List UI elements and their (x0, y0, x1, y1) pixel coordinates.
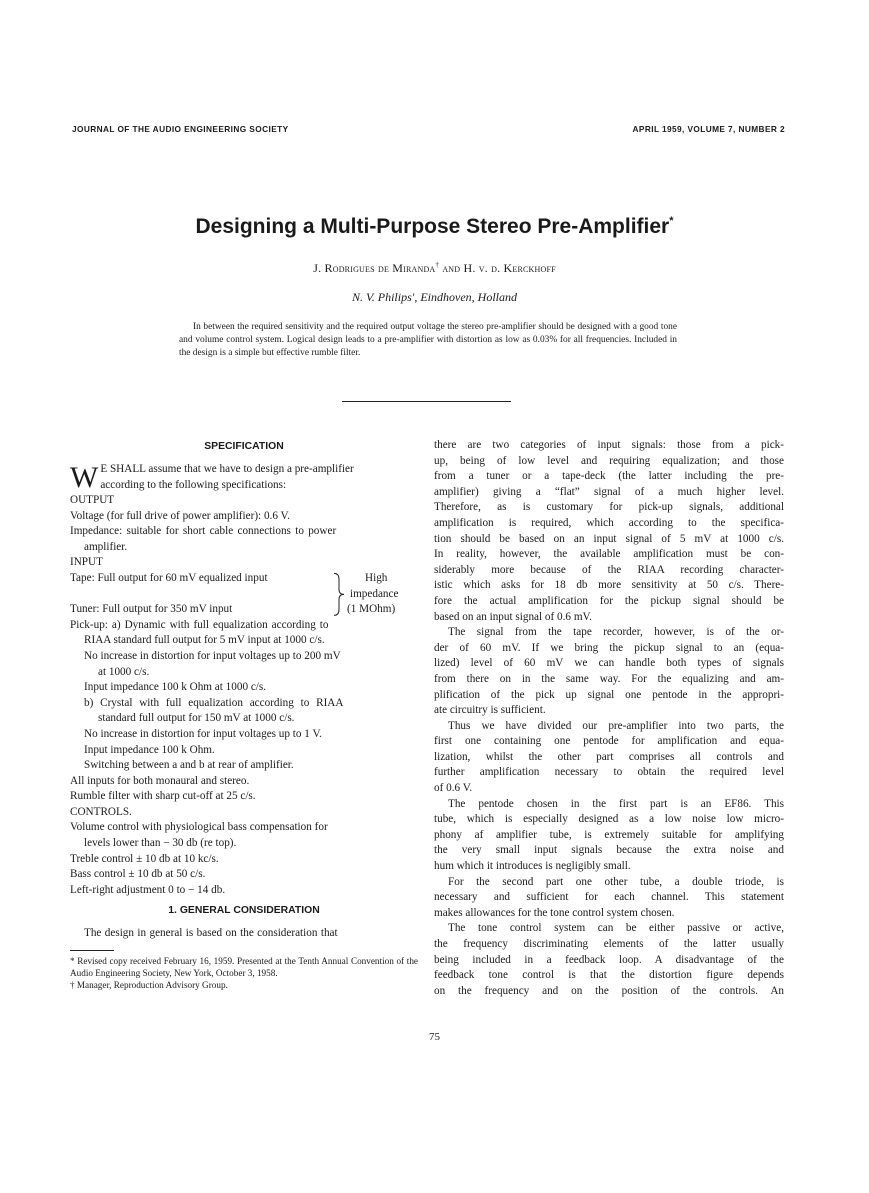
brace-high: High (365, 571, 388, 584)
right-column-line: hum which it introduces is negligibly small. (434, 860, 631, 873)
spec-pickup-a-1: Pick-up: a) Dynamic with full equalization according to (70, 618, 329, 631)
right-column-line: plification of the pick up signal one pentode in the appropri- (434, 688, 784, 701)
spec-tape: Tape: Full output for 60 mV equalized input (70, 571, 268, 584)
general-consideration-heading: 1. GENERAL CONSIDERATION (168, 905, 320, 917)
authors-and: and (439, 261, 464, 275)
spec-pickup-a-3: No increase in distortion for input voltages up to 200 mV (84, 649, 341, 662)
article-title (0, 215, 869, 239)
right-column-line: there are two categories of input signals: those from a pick- (434, 439, 784, 451)
output-heading: OUTPUT (70, 494, 115, 506)
spec-voltage: Voltage (for full drive of power amplifier): 0.6 V. (70, 509, 290, 522)
author-1-mark: † (435, 261, 440, 269)
input-heading: INPUT (70, 556, 103, 569)
spec-impedance-line-1 (70, 524, 418, 540)
authors (0, 261, 869, 276)
spec-pickup-a-4: at 1000 c/s. (98, 665, 150, 678)
section-divider (342, 401, 511, 402)
footnote-revised: * Revised copy received February 16, 1959. Presented at the Tenth Annual Convention of the Audio Engineering Society, New York, October 3, 1958. (70, 956, 418, 979)
journal-name: JOURNAL OF THE AUDIO ENGINEERING SOCIETY (72, 124, 289, 134)
author-1: J. Rodrigues de Miranda (313, 261, 436, 275)
curly-brace-icon (332, 571, 346, 618)
right-column-line: up, being of low level and requiring equalization; and those (434, 454, 784, 467)
spec-tuner: Tuner: Full output for 350 mV input (70, 603, 233, 616)
spec-pickup-b-1: b) Crystal with full equalization according to RIAA (84, 696, 344, 709)
right-column-line: istic which asks for 18 db more sensitivity at 50 c/s. There- (434, 579, 784, 592)
spec-pickup-a-5: Input impedance 100 k Ohm at 1000 c/s. (84, 681, 267, 694)
right-column (434, 438, 784, 999)
right-column-line: amplifier) giving a “flat” signal of a much higher level. (434, 485, 784, 498)
affiliation: N. V. Philips', Eindhoven, Holland (351, 290, 517, 304)
spec-volume-2: levels lower than − 30 db (re top). (84, 837, 237, 850)
issue-info: APRIL 1959, VOLUME 7, NUMBER 2 (632, 124, 785, 134)
spec-bass: Bass control ± 10 db at 50 c/s. (70, 868, 206, 881)
spec-impedance-line-2: amplifier. (84, 540, 128, 553)
right-column-line: from a tuner or a tape-deck (the latter including the pre- (434, 470, 784, 483)
author-2: H. v. d. Kerckhoff (463, 261, 556, 275)
right-column-line: from there on in the same way. For the equalizing and am- (434, 672, 784, 685)
abstract: In between the required sensitivity and the required output voltage the stereo pre-amplifier should be designed with a good tone and volume control system. Logical design leads to a pre-amplifier with distortion as low as 0.03% for all frequencies. Included in the design is a simple but effective rumble filter. (179, 322, 677, 358)
right-column-line: lization, whilst the other part comprises all controls and (434, 750, 784, 763)
right-column-line: necessary and sufficient for each channel. This statement (434, 891, 784, 904)
intro-paragraph (70, 462, 418, 493)
general-line-1: The design in general is based on the consideration that (84, 927, 338, 940)
right-column-line: the frequency discriminating elements of the latter usually (434, 938, 784, 950)
right-column-line: der of 60 mV. If we bring the pickup signal to an (equa- (434, 641, 784, 654)
specification-heading: SPECIFICATION (204, 441, 284, 452)
right-column-line: of 0.6 V. (434, 782, 473, 795)
right-column-line: In reality, however, the available amplification must be con- (434, 548, 784, 561)
right-column-line: Thus we have divided our pre-amplifier into two parts, the (448, 719, 784, 732)
intro-line-1: E SHALL assume that we have to design a pre-amplifier (100, 463, 354, 475)
right-column-line: tube, which is especially designed as a low noise low micro- (434, 813, 784, 826)
right-column-line: first one containing one pentode for amplification and equa- (434, 735, 784, 748)
brace-impedance: impedance (350, 587, 399, 600)
spec-volume-1: Volume control with physiological bass compensation for (70, 821, 328, 834)
spec-leftright: Left-right adjustment 0 to − 14 db. (70, 883, 226, 896)
tape-tuner-block (70, 571, 418, 618)
spec-pickup-a-2: RIAA standard full output for 5 mV input at 1000 c/s. (84, 634, 325, 647)
spec-pickup-b-3: No increase in distortion for input voltages up to 1 V. (84, 727, 322, 740)
right-column-line: makes allowances for the tone control system chosen. (434, 906, 675, 919)
spec-rumble: Rumble filter with sharp cut-off at 25 c/s. (70, 790, 256, 803)
right-column-line: being included in a feedback loop. A disadvantage of the (434, 953, 784, 966)
right-column-line: based on an input signal of 0.6 mV. (434, 610, 592, 623)
spec-impedance-text: Impedance: suitable for short cable connections to power (70, 525, 337, 538)
right-column-line: The pentode chosen in the first part is an EF86. This (448, 797, 784, 810)
spec-treble: Treble control ± 10 db at 10 kc/s. (70, 852, 219, 865)
drop-cap: W (70, 461, 99, 494)
right-column-line: the very small input signals because the extra noise and (434, 844, 784, 857)
spec-switching: Switching between a and b at rear of amplifier. (84, 759, 294, 772)
left-column (70, 438, 418, 991)
right-column-line: lized) level of 60 mV we can handle both types of signals (434, 657, 784, 670)
right-column-line: The tone control system can be either passive or active, (448, 922, 784, 935)
title-footnote-mark: * (669, 215, 674, 227)
right-column-line: on the frequency and on the position of the controls. An (434, 984, 784, 997)
right-column-line: siderably more because of the RIAA recording character- (434, 563, 784, 576)
spec-pickup-b-4: Input impedance 100 k Ohm. (84, 743, 215, 756)
intro-line-2: according to the following specifications: (100, 478, 287, 491)
right-column-line: The signal from the tape recorder, however, is of the or- (448, 626, 784, 639)
article-title-text: Designing a Multi-Purpose Stereo Pre-Amplifier (195, 215, 670, 238)
right-column-line: further amplification necessary to obtain the required level (434, 766, 784, 779)
right-column-line: amplification is required, which according to the specifica- (434, 516, 784, 529)
footnote-manager: † Manager, Reproduction Advisory Group. (70, 980, 228, 991)
controls-heading: CONTROLS. (70, 805, 132, 818)
right-column-line: feedback tone control is that the distortion figure depends (434, 969, 784, 982)
right-column-line: tion should be based on an input signal of 5 mV at 1000 c/s. (434, 532, 784, 545)
brace-mohm: (1 MOhm) (347, 603, 396, 616)
right-column-line: ate circuitry is sufficient. (434, 704, 546, 717)
spec-all-inputs: All inputs for both monaural and stereo. (70, 774, 250, 787)
footnote-rule (70, 950, 114, 951)
right-column-line: fore the actual amplification for the pickup signal should be (434, 594, 784, 607)
page-number: 75 (429, 1031, 440, 1043)
right-column-line: Therefore, as is customary for pick-up signals, additional (434, 501, 784, 514)
right-column-line: phony af amplifier tube, is extremely suitable for amplifying (434, 828, 784, 841)
spec-pickup-b-2: standard full output for 150 mV at 1000 c/s. (98, 712, 295, 725)
right-column-line: For the second part one other tube, a double triode, is (448, 875, 784, 888)
